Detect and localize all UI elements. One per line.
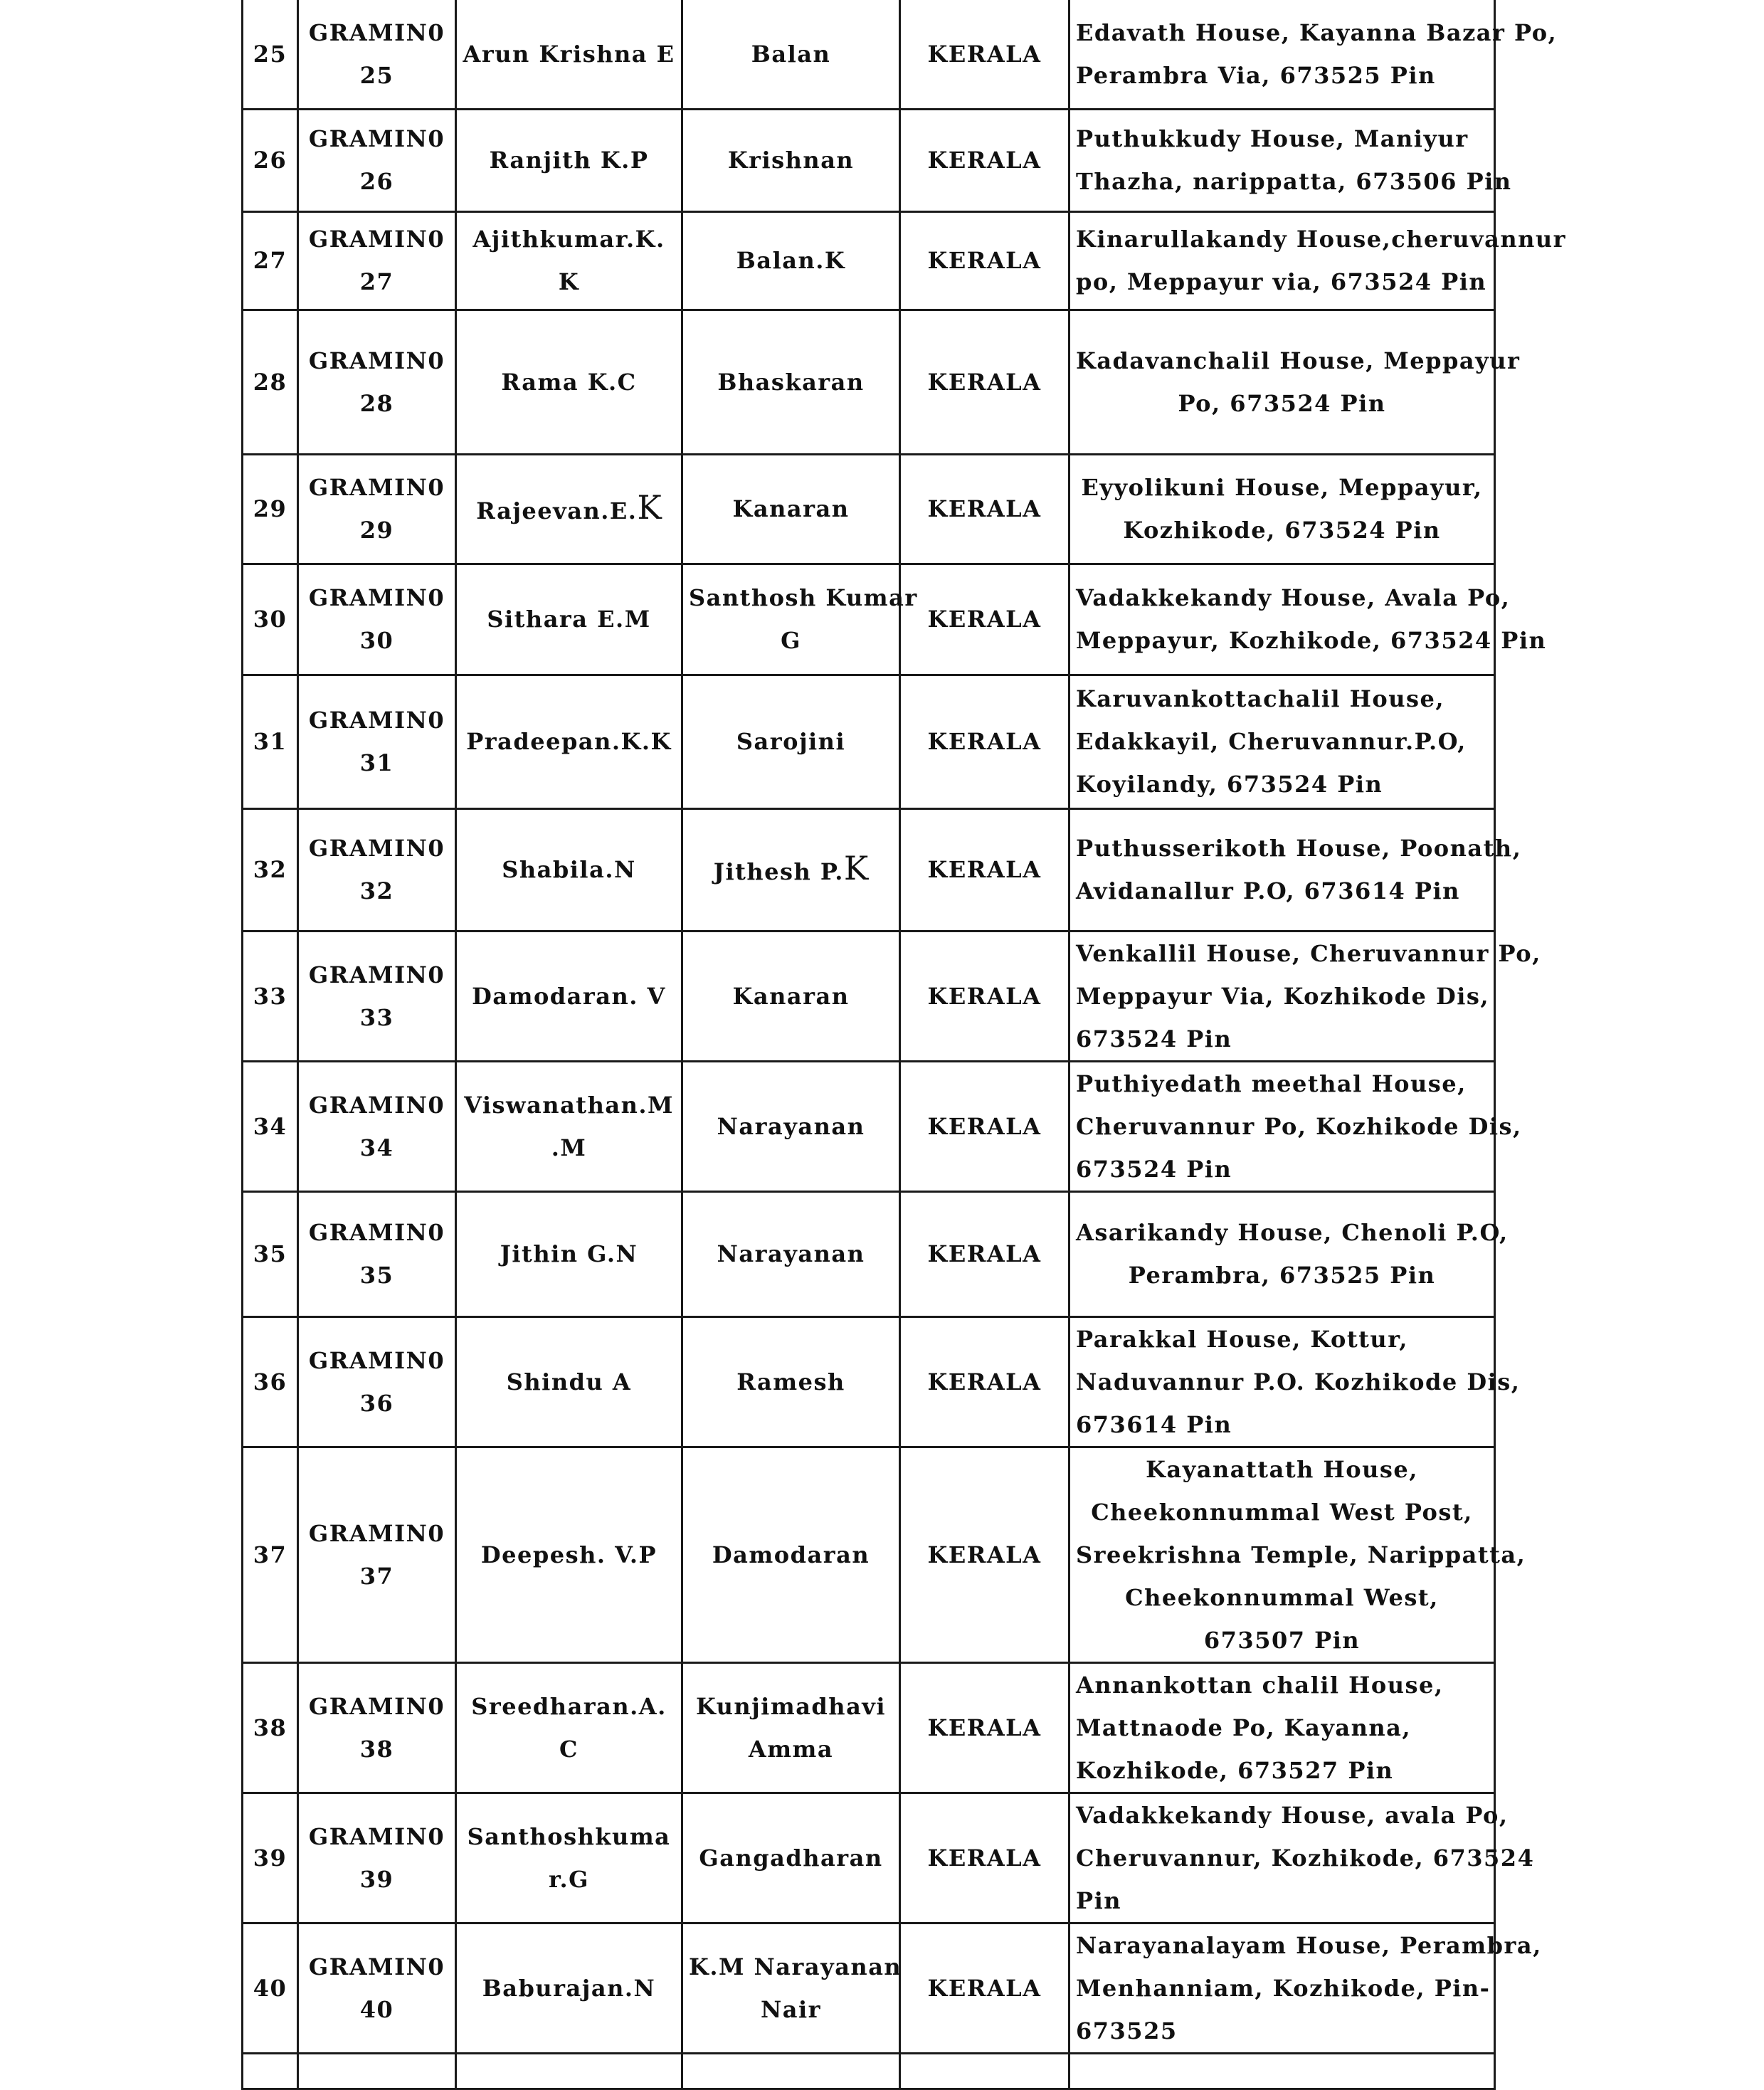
address-line: Sreekrishna Temple, Narippatta, [1076, 1541, 1526, 1568]
address-line: Koyilandy, 673524 Pin [1076, 771, 1383, 798]
serial-number-cell: 29 [243, 454, 298, 564]
member-name: Shindu A [506, 1368, 632, 1395]
guardian-name-cell [682, 1061, 900, 1191]
address-line: Avidanallur P.O, 673614 Pin [1076, 877, 1460, 904]
state-cell: KERALA [900, 0, 1070, 109]
member-id-cell: GRAMIN028 [298, 310, 456, 454]
table-row [243, 1316, 1495, 1447]
member-id-cell: GRAMIN032 [298, 808, 456, 931]
address-line: Mattnaode Po, Kayanna, [1076, 1714, 1412, 1741]
member-name-cell [456, 1793, 682, 1923]
address-line: Menhanniam, Kozhikode, Pin- [1076, 1974, 1491, 2002]
table-row [243, 1793, 1495, 1923]
member-name: Arun Krishna E [463, 40, 675, 68]
state-cell: KERALA [900, 675, 1070, 808]
member-name-cell [456, 1316, 682, 1447]
guardian-name-line: Damodaran [712, 1541, 870, 1568]
member-name-cell [456, 0, 682, 109]
guardian-name-line: Narayanan [717, 1112, 865, 1140]
records-table [241, 0, 1566, 2090]
member-id-cell: GRAMIN029 [298, 454, 456, 564]
guardian-name-line: G [781, 627, 801, 654]
address-cell [1070, 675, 1495, 808]
member-name-cell [456, 675, 682, 808]
guardian-name-line: Balan [751, 40, 831, 68]
table-row [243, 1061, 1495, 1191]
guardian-name-cell [682, 1191, 900, 1316]
serial-number-cell: 25 [243, 0, 298, 109]
serial-number-cell: 31 [243, 675, 298, 808]
empty-cell [456, 2053, 682, 2089]
serial-number-cell: 28 [243, 310, 298, 454]
serial-number-cell: 36 [243, 1316, 298, 1447]
address-line: po, Meppayur via, 673524 Pin [1076, 268, 1487, 295]
table-row [243, 109, 1495, 211]
member-name: Sreedharan.A.C [471, 1692, 667, 1763]
member-name: Deepesh. V.P [480, 1541, 657, 1568]
guardian-name-line: Sarojini [736, 728, 846, 755]
address-cell [1070, 454, 1495, 564]
empty-cell [243, 2053, 298, 2089]
address-line: Edakkayil, Cheruvannur.P.O, [1076, 728, 1467, 755]
member-name-cell [456, 1923, 682, 2053]
guardian-name-line: K.M Narayanan [689, 1953, 902, 1980]
guardian-name-cell [682, 808, 900, 931]
guardian-name-line: Kunjimadhavi [695, 1692, 887, 1720]
address-line: 673524 Pin [1076, 1155, 1232, 1183]
member-name: Rama K.C [501, 368, 637, 396]
member-name: Santhoshkumar.G [467, 1822, 671, 1893]
table-row [243, 931, 1495, 1061]
address-line: Po, 673524 Pin [1178, 389, 1386, 417]
address-line: Parakkal House, Kottur, [1076, 1325, 1408, 1353]
member-id-cell: GRAMIN038 [298, 1662, 456, 1793]
table-row [243, 454, 1495, 564]
member-name: Sithara E.M [487, 606, 651, 633]
member-name-cell [456, 808, 682, 931]
guardian-name-line: Krishnan [727, 147, 855, 174]
member-id-cell: GRAMIN027 [298, 211, 456, 310]
member-name-cell [456, 109, 682, 211]
address-cell [1070, 1061, 1522, 1191]
member-id-cell: GRAMIN034 [298, 1061, 456, 1191]
state-cell: KERALA [900, 564, 1070, 675]
address-line: Cheruvannur, Kozhikode, 673524 [1076, 1844, 1535, 1872]
empty-cell [298, 2053, 456, 2089]
address-line: Eyyolikuni House, Meppayur, [1081, 474, 1483, 501]
address-line: 673525 [1076, 2017, 1178, 2044]
member-name-cell [456, 1061, 682, 1191]
member-name: Jithin G.N [500, 1240, 638, 1267]
address-line: Venkallil House, Cheruvannur Po, [1076, 939, 1541, 967]
address-line: Karuvankottachalil House, [1076, 685, 1445, 712]
address-line: Cheruvannur Po, Kozhikode Dis, [1076, 1112, 1522, 1140]
address-line: Cheekonnummal West Post, [1091, 1498, 1473, 1526]
guardian-name-line: Narayanan [717, 1240, 865, 1267]
state-cell: KERALA [900, 1191, 1070, 1316]
state-cell: KERALA [900, 931, 1070, 1061]
member-name: Shabila.N [502, 856, 636, 883]
address-cell [1070, 211, 1566, 310]
table-row [243, 310, 1495, 454]
guardian-name-cell [682, 109, 900, 211]
address-line: Edavath House, Kayanna Bazar Po, [1076, 19, 1558, 46]
serial-number-cell: 37 [243, 1447, 298, 1662]
address-cell [1070, 808, 1522, 931]
guardian-name-line: Amma [748, 1735, 834, 1763]
member-name: Baburajan.N [482, 1974, 656, 2002]
state-cell: KERALA [900, 1662, 1070, 1793]
guardian-name-line: Bhaskaran [717, 368, 865, 396]
address-line: Meppayur, Kozhikode, 673524 Pin [1076, 627, 1547, 654]
guardian-name-cell [682, 1923, 900, 2053]
member-name: Viswanathan.M.M [464, 1091, 674, 1161]
address-cell [1070, 564, 1547, 675]
member-name: Ranjith K.P [489, 147, 649, 174]
address-line: Asarikandy House, Chenoli P.O, [1076, 1219, 1509, 1246]
member-name: Damodaran. V [472, 982, 666, 1010]
address-line: Puthukkudy House, Maniyur [1076, 125, 1469, 152]
member-name-initial: K [637, 487, 662, 527]
document-page [241, 0, 1566, 2076]
guardian-name-cell [682, 1316, 900, 1447]
address-cell [1070, 1793, 1535, 1923]
address-cell [1070, 310, 1521, 454]
guardian-name-cell [682, 931, 900, 1061]
table-row [243, 1447, 1495, 1662]
serial-number-cell: 34 [243, 1061, 298, 1191]
member-name-cell [456, 1662, 682, 1793]
serial-number-cell: 27 [243, 211, 298, 310]
guardian-name-initial: K [843, 848, 869, 887]
member-name-cell [456, 310, 682, 454]
guardian-name-line: Gangadharan [699, 1844, 883, 1872]
guardian-name-cell [682, 1662, 900, 1793]
address-line: Thazha, narippatta, 673506 Pin [1076, 168, 1512, 195]
serial-number-cell: 26 [243, 109, 298, 211]
member-id-cell: GRAMIN040 [298, 1923, 456, 2053]
state-cell: KERALA [900, 310, 1070, 454]
address-cell [1070, 1923, 1542, 2053]
state-cell: KERALA [900, 454, 1070, 564]
records-table-body [243, 0, 1566, 2089]
table-row [243, 211, 1495, 310]
member-id-cell: GRAMIN030 [298, 564, 456, 675]
member-name-cell [456, 564, 682, 675]
member-id-cell: GRAMIN037 [298, 1447, 456, 1662]
state-cell: KERALA [900, 1447, 1070, 1662]
table-row [243, 1662, 1495, 1793]
member-id-cell: GRAMIN036 [298, 1316, 456, 1447]
member-name-cell [456, 211, 682, 310]
guardian-name-cell [682, 675, 900, 808]
guardian-name-line: Santhosh Kumar [689, 584, 918, 611]
member-name: Ajithkumar.K.K [472, 226, 665, 295]
address-cell [1070, 931, 1541, 1061]
empty-cell [682, 2053, 900, 2089]
address-line: Narayanalayam House, Perambra, [1076, 1931, 1542, 1959]
guardian-name-cell [682, 310, 900, 454]
guardian-name-cell [682, 211, 900, 310]
address-cell [1070, 0, 1558, 109]
address-line: Cheekonnummal West, [1125, 1583, 1439, 1611]
address-line: Meppayur Via, Kozhikode Dis, [1076, 982, 1490, 1010]
address-line: Vadakkekandy House, Avala Po, [1076, 584, 1511, 611]
member-name-cell [456, 1191, 682, 1316]
member-id-cell: GRAMIN033 [298, 931, 456, 1061]
serial-number-cell: 33 [243, 931, 298, 1061]
guardian-name-line: Nair [761, 1995, 821, 2023]
member-name-cell [456, 931, 682, 1061]
member-name: Rajeevan.E. [476, 497, 638, 524]
guardian-name-line: Kanaran [732, 982, 850, 1010]
address-line: Annankottan chalil House, [1076, 1671, 1444, 1699]
member-id-cell: GRAMIN031 [298, 675, 456, 808]
state-cell: KERALA [900, 1923, 1070, 2053]
member-id-cell: GRAMIN039 [298, 1793, 456, 1923]
address-line: Perambra, 673525 Pin [1128, 1262, 1436, 1289]
guardian-name-cell [682, 1447, 900, 1662]
empty-cell [900, 2053, 1070, 2089]
empty-cell [1070, 2053, 1495, 2089]
guardian-name-line: Balan.K [736, 247, 846, 274]
guardian-name-cell [682, 1793, 900, 1923]
table-row [243, 564, 1495, 675]
member-id-cell: GRAMIN026 [298, 109, 456, 211]
address-line: Kozhikode, 673527 Pin [1076, 1756, 1394, 1784]
address-cell [1070, 109, 1512, 211]
address-line: Puthusserikoth House, Poonath, [1076, 835, 1522, 862]
guardian-name-line: Ramesh [736, 1368, 845, 1395]
address-line: Kozhikode, 673524 Pin [1123, 517, 1441, 544]
serial-number-cell: 35 [243, 1191, 298, 1316]
address-line: 673507 Pin [1203, 1626, 1361, 1654]
address-line: Kadavanchalil House, Meppayur [1076, 347, 1521, 374]
serial-number-cell: 32 [243, 808, 298, 931]
guardian-name-cell [682, 454, 900, 564]
state-cell: KERALA [900, 1793, 1070, 1923]
table-row [243, 675, 1495, 808]
address-line: Pin [1076, 1886, 1121, 1914]
address-line: Puthiyedath meethal House, [1076, 1070, 1467, 1097]
address-cell [1070, 1191, 1509, 1316]
table-row [243, 1923, 1495, 2053]
member-id-cell: GRAMIN025 [298, 0, 456, 109]
guardian-name-cell [682, 0, 900, 109]
address-line: Perambra Via, 673525 Pin [1076, 61, 1436, 89]
address-line: Naduvannur P.O. Kozhikode Dis, [1076, 1368, 1521, 1395]
address-line: Kayanattath House, [1146, 1455, 1418, 1483]
table-row [243, 2053, 1495, 2089]
address-line: 673524 Pin [1076, 1025, 1232, 1052]
serial-number-cell: 30 [243, 564, 298, 675]
address-cell [1070, 1316, 1521, 1447]
serial-number-cell: 39 [243, 1793, 298, 1923]
table-row [243, 1191, 1495, 1316]
serial-number-cell: 40 [243, 1923, 298, 2053]
guardian-name-line [689, 847, 893, 893]
table-row [243, 808, 1495, 931]
serial-number-cell: 38 [243, 1662, 298, 1793]
member-id-cell: GRAMIN035 [298, 1191, 456, 1316]
state-cell: KERALA [900, 808, 1070, 931]
address-line: Kinarullakandy House,cheruvannur [1076, 226, 1566, 253]
state-cell: KERALA [900, 1061, 1070, 1191]
state-cell: KERALA [900, 211, 1070, 310]
member-name-cell [456, 1447, 682, 1662]
state-cell: KERALA [900, 109, 1070, 211]
guardian-name-line: Kanaran [732, 495, 850, 522]
address-cell [1070, 1662, 1495, 1793]
address-line: 673614 Pin [1076, 1410, 1232, 1438]
member-name: Pradeepan.K.K [466, 728, 672, 755]
address-line: Vadakkekandy House, avala Po, [1076, 1801, 1509, 1829]
member-name-cell [456, 454, 682, 564]
guardian-name-cell [682, 564, 918, 675]
state-cell: KERALA [900, 1316, 1070, 1447]
table-row [243, 0, 1495, 109]
address-cell [1070, 1447, 1526, 1662]
guardian-name: Jithesh P. [713, 857, 844, 885]
